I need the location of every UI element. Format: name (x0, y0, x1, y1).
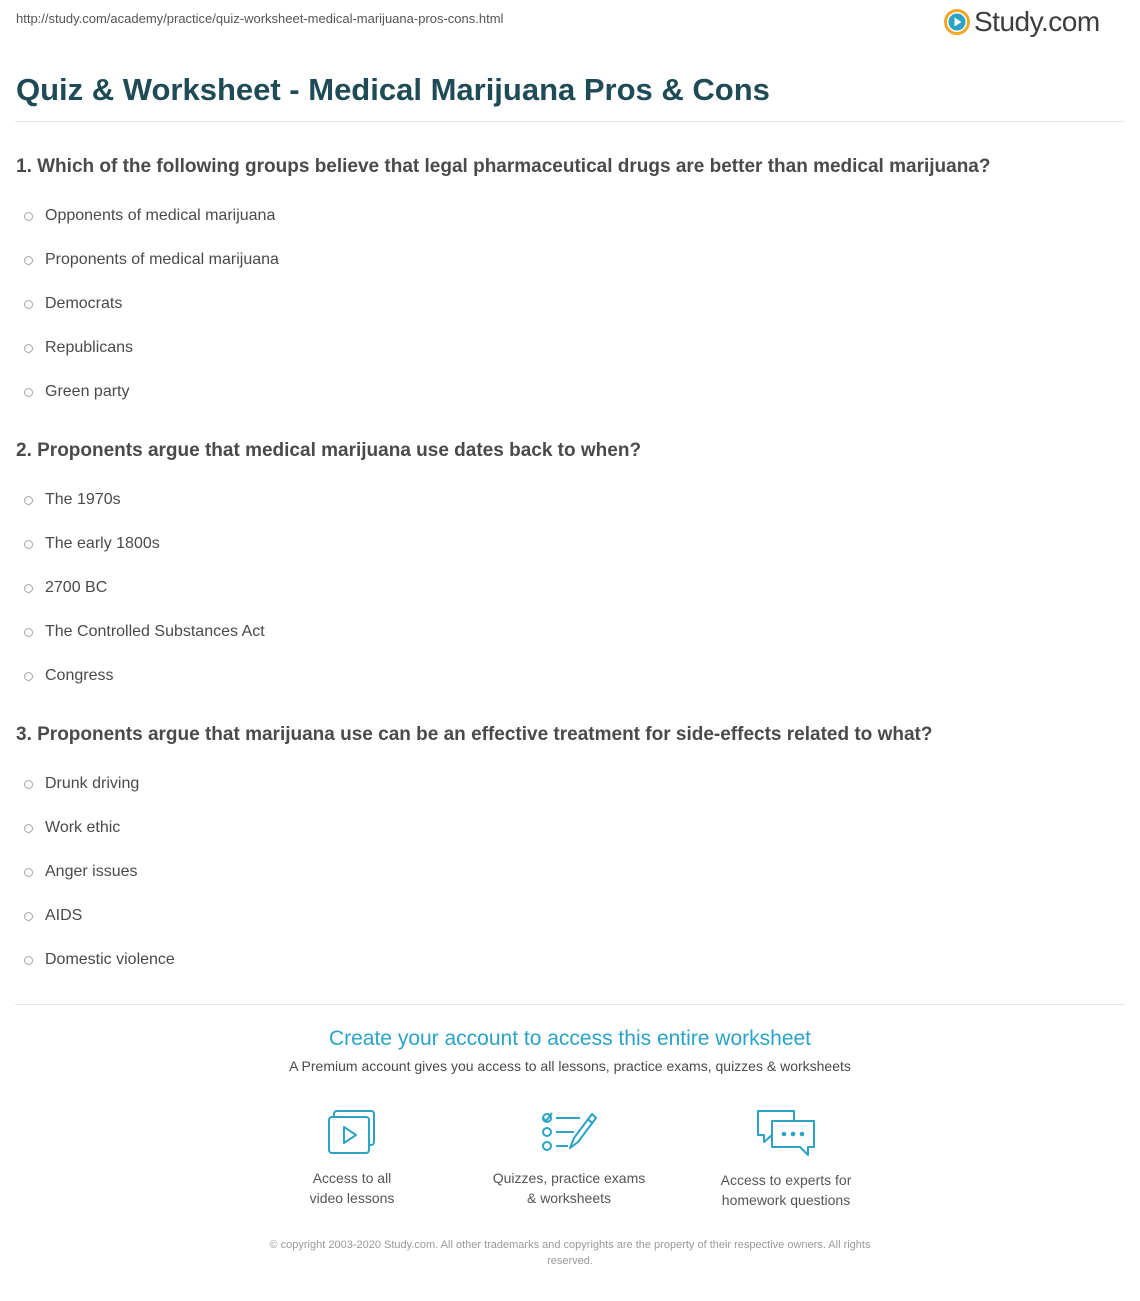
option-label: Green party (45, 383, 130, 400)
page-url: http://study.com/academy/practice/quiz-worksheet-medical-marijuana-pros-cons.html (16, 11, 504, 26)
feature-label-line: Quizzes, practice exams (492, 1170, 646, 1186)
option-label: Domestic violence (45, 951, 175, 968)
question-3-text: 3. Proponents argue that marijuana use can be an effective treatment for side-effects related to what? (16, 724, 933, 745)
feature-label (686, 1170, 886, 1210)
copyright-line: reserved. (547, 1255, 593, 1267)
radio-button[interactable] (24, 496, 33, 505)
answer-option[interactable] (16, 326, 1116, 370)
option-label: Proponents of medical marijuana (45, 251, 279, 268)
radio-button[interactable] (24, 256, 33, 265)
radio-button[interactable] (24, 824, 33, 833)
option-label: Democrats (45, 295, 123, 312)
option-label: Anger issues (45, 863, 138, 880)
feature-label-line: & worksheets (526, 1190, 612, 1206)
title-divider (15, 121, 1125, 122)
cta-subtext: A Premium account gives you access to all lessons, practice exams, quizzes & worksheets (289, 1058, 851, 1074)
answer-option[interactable] (16, 522, 1116, 566)
option-label: Drunk driving (45, 775, 140, 792)
feature-label-line: homework questions (721, 1192, 851, 1208)
option-label: Work ethic (45, 819, 121, 836)
radio-button[interactable] (24, 540, 33, 549)
feature-label-line: Access to experts for (720, 1172, 852, 1188)
quiz-divider (15, 1004, 1125, 1005)
option-label: The 1970s (45, 491, 121, 508)
radio-button[interactable] (24, 628, 33, 637)
radio-button[interactable] (24, 912, 33, 921)
answer-option[interactable] (16, 238, 1116, 282)
radio-button[interactable] (24, 868, 33, 877)
question-2-options (16, 478, 1116, 698)
question-2 (16, 438, 1116, 698)
option-label: The early 1800s (45, 535, 160, 552)
play-circle-icon (944, 9, 970, 35)
radio-button[interactable] (24, 956, 33, 965)
copyright-line: © copyright 2003-2020 Study.com. All other trademarks and copyrights are the property of their respective owners. All rights (269, 1239, 871, 1251)
logo-text: Study.com (974, 6, 1100, 37)
option-label: 2700 BC (45, 579, 108, 596)
answer-option[interactable] (16, 478, 1116, 522)
radio-button[interactable] (24, 672, 33, 681)
answer-option[interactable] (16, 938, 1116, 982)
quiz-checklist-icon (540, 1108, 598, 1156)
answer-option[interactable] (16, 654, 1116, 698)
answer-option[interactable] (16, 850, 1116, 894)
option-label: AIDS (45, 907, 83, 924)
feature-label (252, 1168, 452, 1208)
create-account-link[interactable]: Create your account to access this entire worksheet (328, 1027, 812, 1050)
question-1-options (16, 194, 1116, 414)
radio-button[interactable] (24, 780, 33, 789)
question-3 (16, 722, 1116, 982)
video-lessons-icon (326, 1108, 378, 1156)
chat-bubbles-icon (754, 1108, 818, 1158)
answer-option[interactable] (16, 282, 1116, 326)
feature-label-line: Access to all (312, 1170, 392, 1186)
radio-button[interactable] (24, 388, 33, 397)
answer-option[interactable] (16, 370, 1116, 414)
radio-button[interactable] (24, 584, 33, 593)
feature-label-line: video lessons (309, 1190, 395, 1206)
option-label: Opponents of medical marijuana (45, 207, 276, 224)
feature-label (469, 1168, 669, 1208)
answer-option[interactable] (16, 762, 1116, 806)
option-label: Congress (45, 667, 114, 684)
answer-option[interactable] (16, 194, 1116, 238)
feature-video-lessons (252, 1108, 452, 1208)
option-label: The Controlled Substances Act (45, 623, 265, 640)
study-logo[interactable] (944, 7, 1100, 37)
radio-button[interactable] (24, 344, 33, 353)
radio-button[interactable] (24, 212, 33, 221)
answer-option[interactable] (16, 894, 1116, 938)
answer-option[interactable] (16, 610, 1116, 654)
feature-quizzes (469, 1108, 669, 1208)
question-1 (16, 154, 1116, 414)
feature-experts (686, 1108, 886, 1210)
option-label: Republicans (45, 339, 134, 356)
question-2-text: 2. Proponents argue that medical marijuana use dates back to when? (16, 440, 642, 461)
signup-cta (0, 1025, 1140, 1075)
answer-option[interactable] (16, 806, 1116, 850)
radio-button[interactable] (24, 300, 33, 309)
copyright-footer (215, 1237, 925, 1269)
answer-option[interactable] (16, 566, 1116, 610)
question-1-text: 1. Which of the following groups believe that legal pharmaceutical drugs are better than medical marijuana? (16, 156, 991, 177)
page-title: Quiz & Worksheet - Medical Marijuana Pros & Cons (16, 72, 770, 107)
question-3-options (16, 762, 1116, 982)
